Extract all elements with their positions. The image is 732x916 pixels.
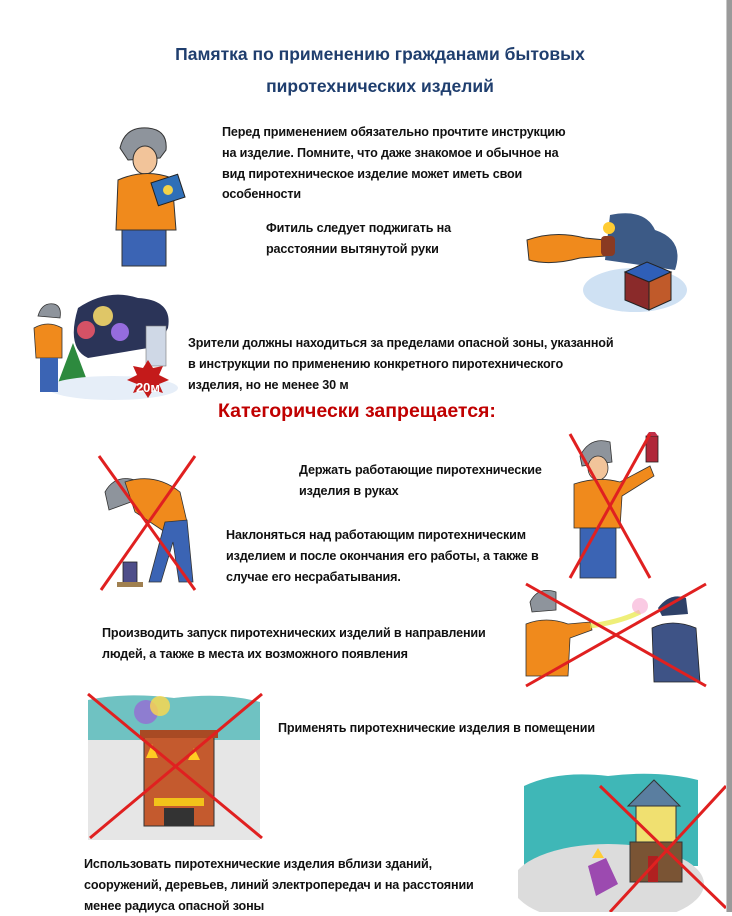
forbidden-heading: Категорически запрещается:: [218, 400, 496, 422]
fuse-rule-text: Фитиль следует поджигать на расстоянии вытянутой руки: [266, 221, 451, 256]
holding-firework-illustration: [560, 432, 676, 582]
page-title-line-1: Памятка по применению гражданами бытовых: [175, 44, 585, 64]
launching-at-people-illustration: [520, 582, 710, 690]
forbidden-item-hold-in-hands: Держать работающие пиротехнические изделия в руках: [299, 463, 542, 498]
forbidden-item-aim-at-people: Производить запуск пиротехнических изделий в направлении людей, а также в места их возможного появления: [102, 626, 486, 661]
page-title-line-2: пиротехнических изделий: [266, 76, 494, 96]
forbidden-item-lean-over: Наклоняться над работающим пиротехническим изделием и после окончания его работы, а также в случае его несрабатывания.: [226, 528, 539, 584]
lighting-fuse-illustration: [525, 210, 690, 318]
instructions-text: Перед применением обязательно прочтите инструкцию на изделие. Помните, что даже знакомое и обычное на вид пиротехническое изделие может иметь свои особенности: [222, 125, 566, 202]
page-edge-scrollbar[interactable]: [726, 0, 732, 912]
near-buildings-illustration: [518, 766, 726, 912]
spectator-distance-illustration: [28, 288, 178, 400]
distance-badge-label: 20м: [135, 380, 161, 395]
forbidden-item-indoor: Применять пиротехнические изделия в помещении: [278, 721, 595, 735]
man-reading-instructions-illustration: [100, 118, 190, 268]
leaning-over-firework-illustration: [95, 452, 205, 594]
forbidden-item-near-buildings: Использовать пиротехнические изделия вблизи зданий, сооружений, деревьев, линий электропередач и на расстоянии менее радиуса опасной зоны: [84, 857, 474, 913]
indoor-use-illustration: [84, 690, 266, 840]
spectators-rule-text: Зрители должны находиться за пределами опасной зоны, указанной в инструкции по применению конкретного пиротехнического изделия, но не менее 30 м: [188, 336, 614, 392]
